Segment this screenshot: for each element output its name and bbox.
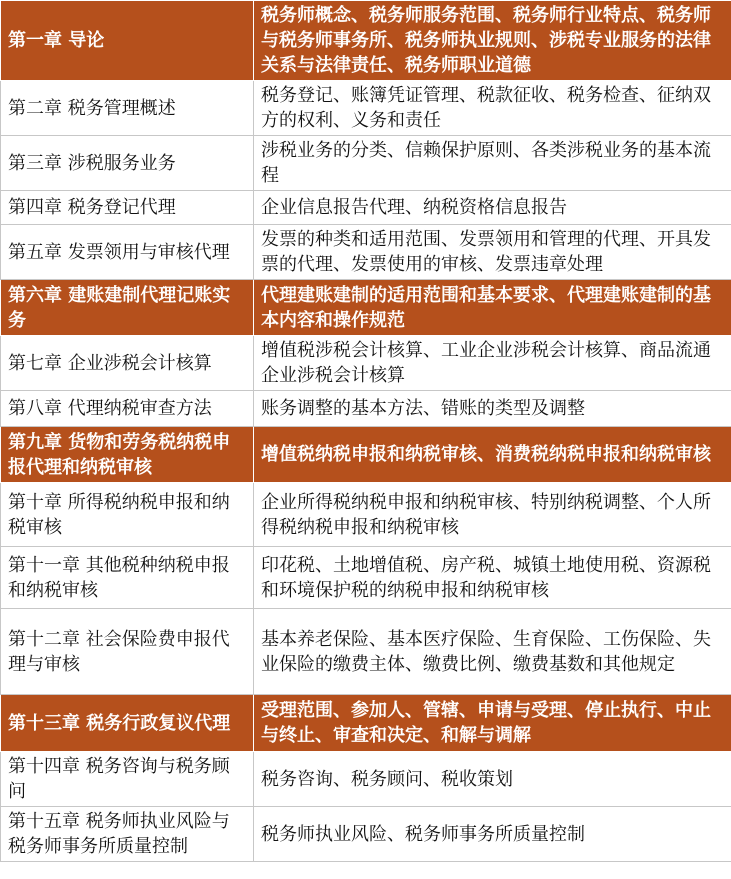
table-row xyxy=(1,81,731,136)
chapter-title: 第十五章 税务师执业风险与税务师事务所质量控制 xyxy=(1,807,254,862)
chapter-title: 第十一章 其他税种纳税申报和纳税审核 xyxy=(1,547,254,609)
chapter-title: 第三章 涉税服务业务 xyxy=(1,136,254,191)
chapter-content: 增值税涉税会计核算、工业企业涉税会计核算、商品流通企业涉税会计核算 xyxy=(254,336,731,391)
chapter-content: 税务师概念、税务师服务范围、税务师行业特点、税务师与税务师事务所、税务师执业规则、涉税专业服务的法律关系与法律责任、税务师职业道德 xyxy=(254,1,731,81)
table-row xyxy=(1,483,731,547)
table-row xyxy=(1,609,731,695)
table-row xyxy=(1,1,731,81)
table-row xyxy=(1,547,731,609)
chapter-content: 基本养老保险、基本医疗保险、生育保险、工伤保险、失业保险的缴费主体、缴费比例、缴费基数和其他规定 xyxy=(254,609,731,695)
chapter-title: 第七章 企业涉税会计核算 xyxy=(1,336,254,391)
chapter-content: 税务咨询、税务顾问、税收策划 xyxy=(254,752,731,807)
chapter-title: 第二章 税务管理概述 xyxy=(1,81,254,136)
table-row xyxy=(1,225,731,280)
table-row xyxy=(1,391,731,427)
chapter-title: 第四章 税务登记代理 xyxy=(1,191,254,225)
table-row xyxy=(1,807,731,862)
chapter-title: 第十三章 税务行政复议代理 xyxy=(1,695,254,752)
chapter-content: 代理建账建制的适用范围和基本要求、代理建账建制的基本内容和操作规范 xyxy=(254,280,731,336)
table-row xyxy=(1,752,731,807)
table-row xyxy=(1,427,731,483)
table-row xyxy=(1,191,731,225)
chapter-title: 第九章 货物和劳务税纳税申报代理和纳税审核 xyxy=(1,427,254,483)
chapter-content: 印花税、土地增值税、房产税、城镇土地使用税、资源税和环境保护税的纳税申报和纳税审核 xyxy=(254,547,731,609)
chapter-title: 第十二章 社会保险费申报代理与审核 xyxy=(1,609,254,695)
chapter-content: 税务师执业风险、税务师事务所质量控制 xyxy=(254,807,731,862)
chapter-content: 涉税业务的分类、信赖保护原则、各类涉税业务的基本流程 xyxy=(254,136,731,191)
chapter-title: 第六章 建账建制代理记账实务 xyxy=(1,280,254,336)
table-row xyxy=(1,695,731,752)
table-row xyxy=(1,280,731,336)
chapter-content: 账务调整的基本方法、错账的类型及调整 xyxy=(254,391,731,427)
chapter-content: 增值税纳税申报和纳税审核、消费税纳税申报和纳税审核 xyxy=(254,427,731,483)
chapter-title: 第八章 代理纳税审查方法 xyxy=(1,391,254,427)
chapter-title: 第五章 发票领用与审核代理 xyxy=(1,225,254,280)
chapter-title: 第一章 导论 xyxy=(1,1,254,81)
chapter-content: 发票的种类和适用范围、发票领用和管理的代理、开具发票的代理、发票使用的审核、发票违章处理 xyxy=(254,225,731,280)
table-row xyxy=(1,136,731,191)
chapter-content: 受理范围、参加人、管辖、申请与受理、停止执行、中止与终止、审查和决定、和解与调解 xyxy=(254,695,731,752)
chapter-title: 第十章 所得税纳税申报和纳税审核 xyxy=(1,483,254,547)
chapter-content: 企业所得税纳税申报和纳税审核、特别纳税调整、个人所得税纳税申报和纳税审核 xyxy=(254,483,731,547)
table-row xyxy=(1,336,731,391)
chapter-title: 第十四章 税务咨询与税务顾问 xyxy=(1,752,254,807)
chapter-content: 企业信息报告代理、纳税资格信息报告 xyxy=(254,191,731,225)
chapter-content: 税务登记、账簿凭证管理、税款征收、税务检查、征纳双方的权利、义务和责任 xyxy=(254,81,731,136)
